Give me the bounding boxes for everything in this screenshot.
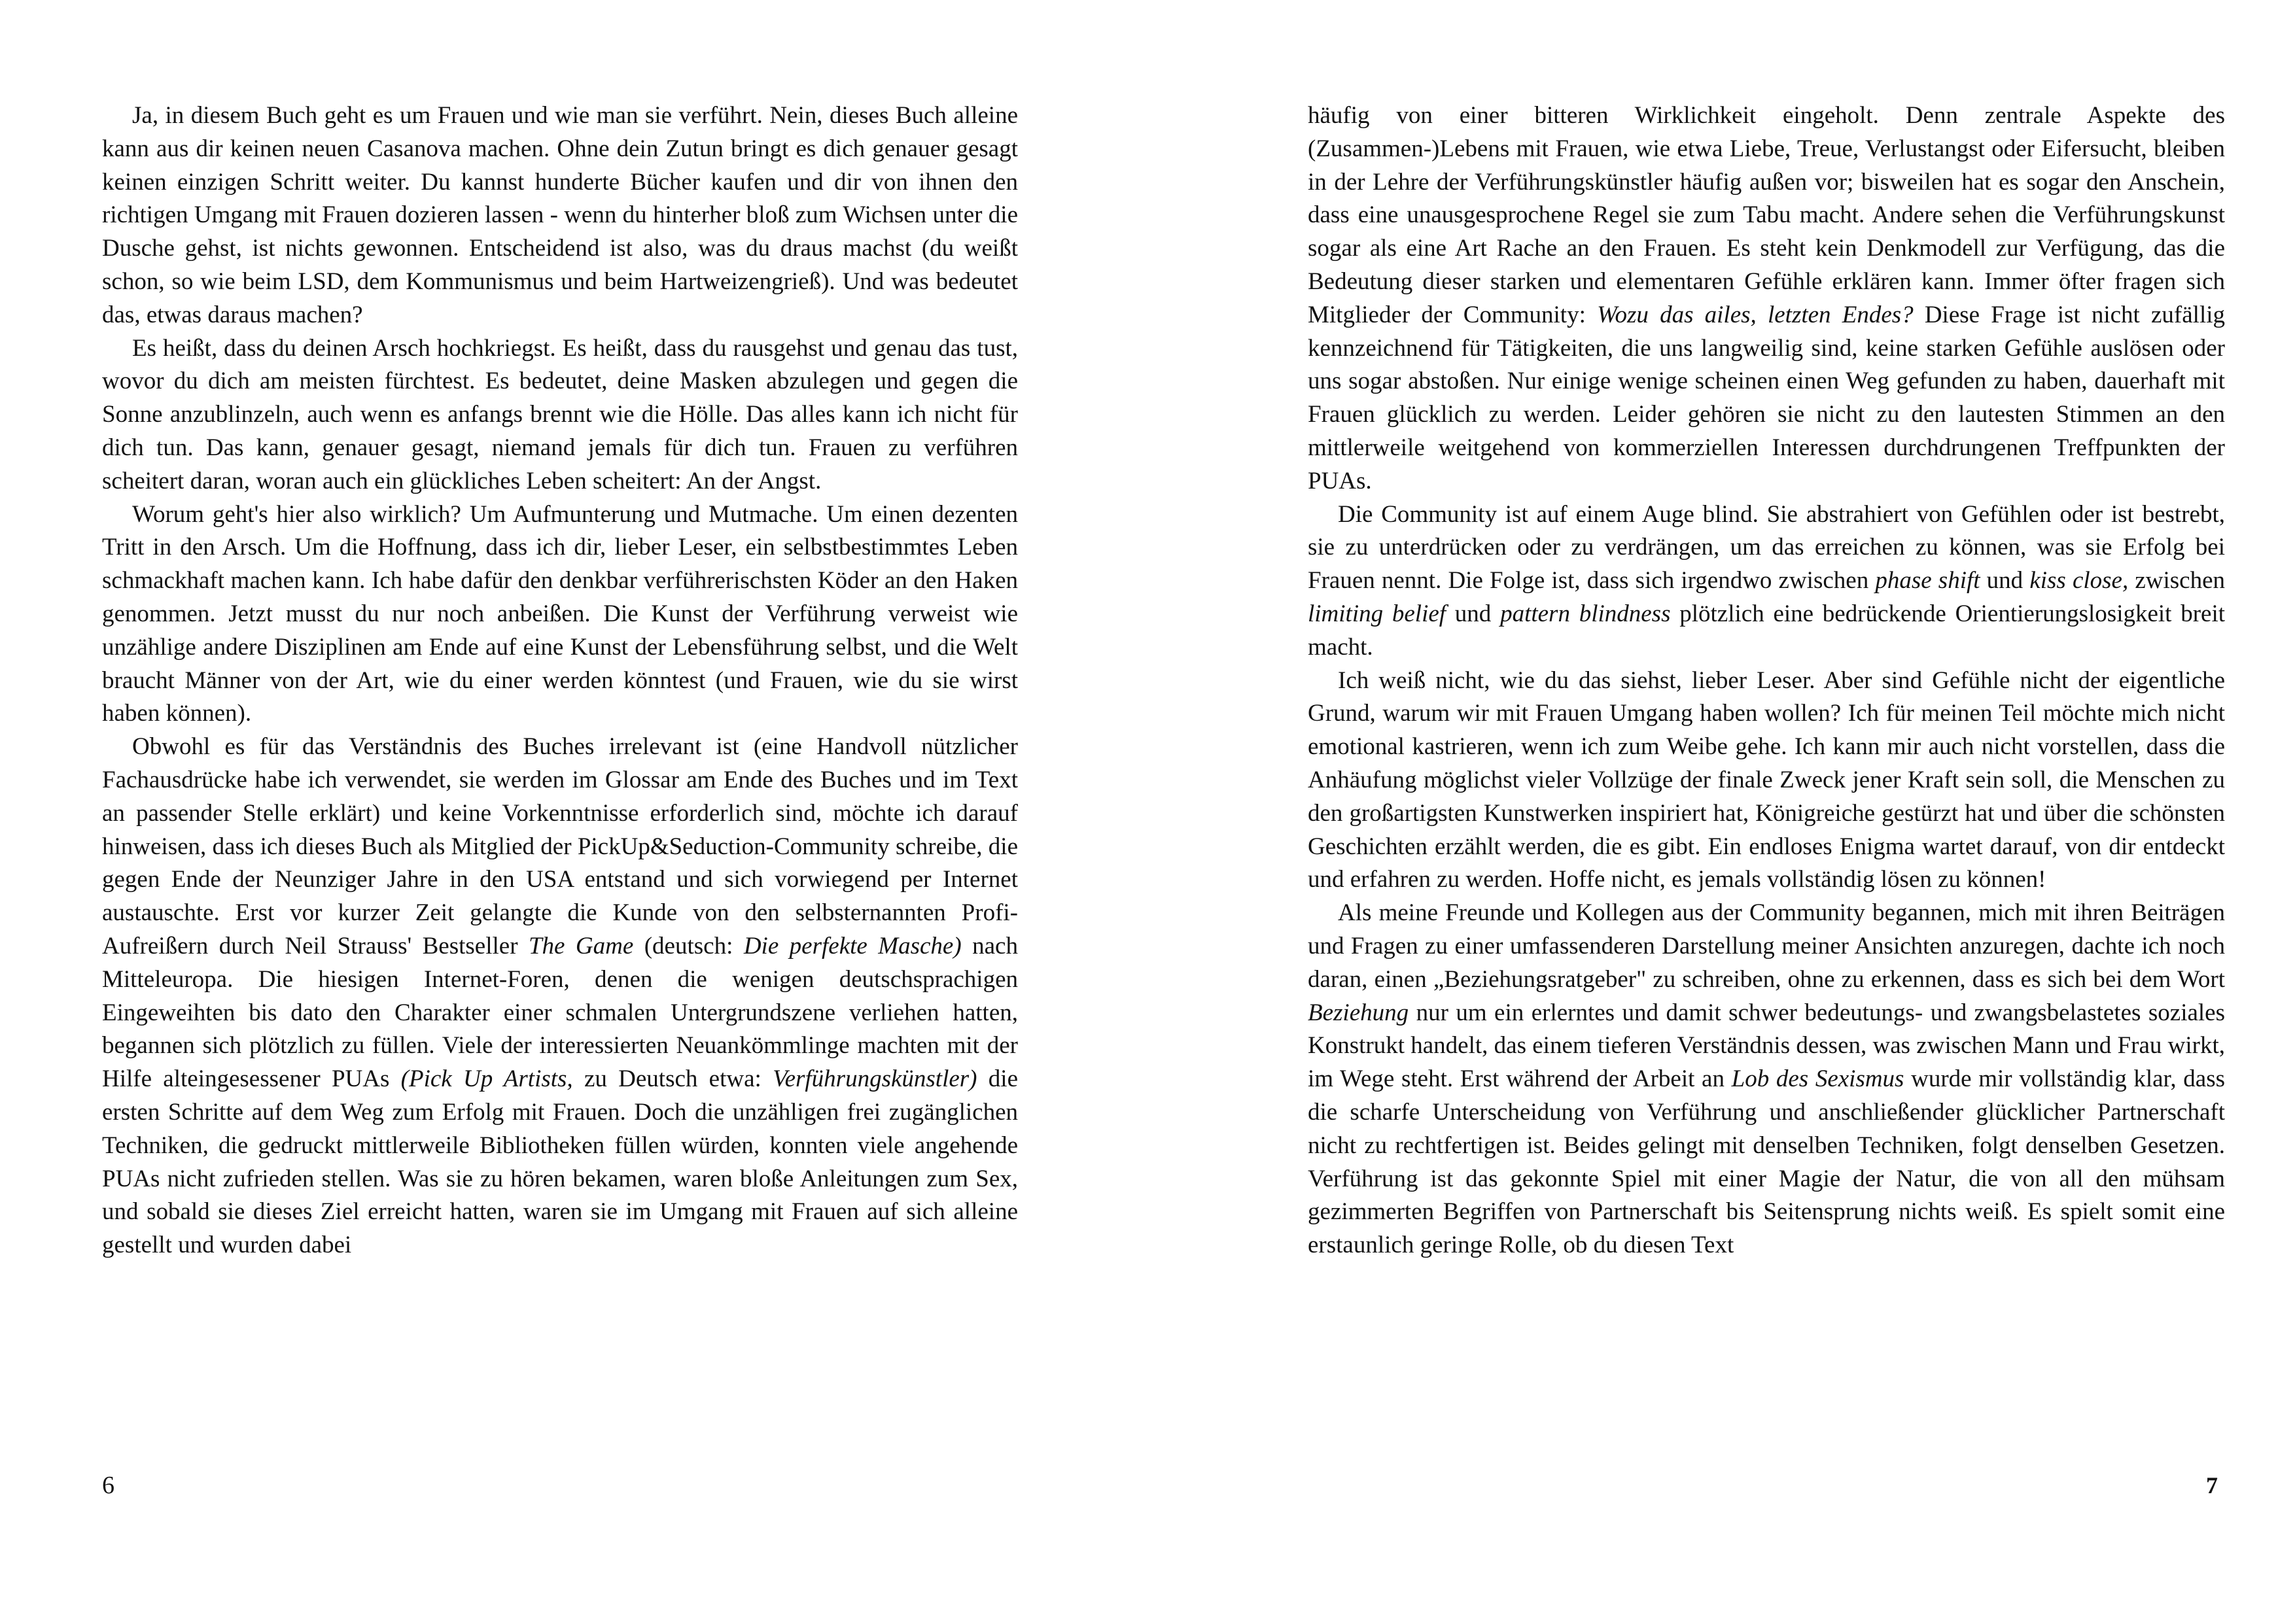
- italic-text-run: limiting belief: [1308, 600, 1446, 627]
- text-run: nach Mitteleuropa. Die hiesigen Internet-Foren, denen die wenigen deutschsprachigen Eingeweihten bis dato den Charakter einer schmalen Untergrundszene verliehen hatten, begannen sich plötzlich zu füllen. Viele der interessierten Neuankömmlinge machten mit der Hilfe alteingesessener PUAs: [102, 932, 1018, 1093]
- paragraph: [102, 731, 1018, 1262]
- text-run: und: [1446, 600, 1501, 627]
- paragraph: [1308, 897, 2225, 1262]
- page-number-left: 6: [102, 1472, 114, 1499]
- paragraph: [1308, 498, 2225, 665]
- italic-text-run: (Pick Up Artists,: [400, 1065, 573, 1093]
- italic-text-run: Wozu das ailes, letzten Endes?: [1597, 301, 1914, 328]
- text-run: Als meine Freunde und Kollegen aus der Community begannen, mich mit ihren Beiträgen und Fragen zu einer umfassenderen Darstellung meiner Ansichten anzuregen, dachte ich noch daran, einen „Beziehungsratgeber" zu schreiben, ohne zu erkennen, dass es sich bei dem Wort: [1308, 899, 2225, 993]
- left-page: [102, 99, 1018, 1262]
- italic-text-run: phase shift: [1875, 567, 1980, 595]
- italic-text-run: Beziehung: [1308, 999, 1409, 1026]
- text-run: Worum geht's hier also wirklich? Um Aufmunterung und Mutmache. Um einen dezenten Tritt in den Arsch. Um die Hoffnung, dass ich dir, lieber Leser, ein selbstbestimmtes Leben schmackhaft machen kann. Ich habe dafür den denkbar verführerischsten Köder an den Haken genommen. Jetzt musst du nur noch anbeißen. Die Kunst der Verführung verweist wie unzählige andere Disziplinen am Ende auf eine Kunst der Lebensführung selbst, und die Welt braucht Männer von der Art, wie du einer werden könntest (und Frauen, wie du sie wirst haben können).: [102, 500, 1018, 727]
- paragraph: [102, 332, 1018, 498]
- text-run: häufig von einer bitteren Wirklichkeit eingeholt. Denn zentrale Aspekte des (Zusammen-)Lebens mit Frauen, wie etwa Liebe, Treue, Verlustangst oder Eifersucht, bleiben in der Lehre der Verführungskünstler häufig außen vor; bisweilen hat es sogar den Anschein, dass eine unausgesprochene Regel sie zum Tabu macht. Andere sehen die Verführungskunst sogar als eine Art Rache an den Frauen. Es steht kein Denkmodell zur Verfügung, das die Bedeutung dieser starken und elementaren Gefühle erklären kann. Immer öfter fragen sich Mitglieder der Community:: [1308, 102, 2225, 328]
- right-page: [1308, 99, 2225, 1262]
- paragraph: [102, 99, 1018, 332]
- page-number-right: 7: [2206, 1472, 2218, 1498]
- italic-text-run: Verführungskünstler): [773, 1065, 977, 1093]
- text-run: Ich weiß nicht, wie du das siehst, lieber Leser. Aber sind Gefühle nicht der eigentliche Grund, warum wir mit Frauen Umgang haben wollen? Ich für meinen Teil möchte mich nicht emotional kastrieren, wenn ich zum Weibe gehe. Ich kann mir auch nicht vorstellen, dass die Anhäufung möglichst vieler Vollzüge der finale Zweck jener Kraft sein soll, die Menschen zu den großartigsten Kunstwerken inspiriert hat, Königreiche gestürzt hat und über die schönsten Geschichten erzählt werden, die es gibt. Ein endloses Enigma wartet darauf, von dir entdeckt und erfahren zu werden. Hoffe nicht, es jemals vollständig lösen zu können!: [1308, 666, 2225, 893]
- text-run: und: [1980, 567, 2030, 595]
- text-run: Die Community ist auf einem Auge blind. Sie abstrahiert von Gefühlen oder ist bestrebt, sie zu unterdrücken oder zu verdrängen, um das erreichen zu können, was sie Erfolg bei Frauen nennt. Die Folge ist, dass sich irgendwo zwischen: [1308, 500, 2225, 595]
- text-run: Ja, in diesem Buch geht es um Frauen und wie man sie verführt. Nein, dieses Buch alleine kann aus dir keinen neuen Casanova machen. Ohne dein Zutun bringt es dich genauer gesagt keinen einzigen Schritt weiter. Du kannst hunderte Bücher kaufen und dir von ihnen den richtigen Umgang mit Frauen dozieren lassen - wenn du hinterher bloß zum Wichsen unter die Dusche gehst, ist nichts gewonnen. Entscheidend ist also, was du draus machst (du weißt schon, so wie beim LSD, dem Kommunismus und beim Hartweizengrieß). Und was bedeutet das, etwas daraus machen?: [102, 102, 1018, 328]
- text-run: (deutsch:: [633, 932, 744, 959]
- text-run: Diese Frage ist nicht zufällig kennzeichnend für Tätigkeiten, die uns langweilig sind, keine starken Gefühle auslösen oder uns sogar abstoßen. Nur einige wenige scheinen einen Weg gefunden zu haben, dauerhaft mit Frauen glücklich zu werden. Leider gehören sie nicht zu den lautesten Stimmen an den mittlerweile weitgehend von kommerziellen Interessen durchdrungenen Treffpunkten der PUAs.: [1308, 301, 2226, 494]
- text-run: wurde mir vollständig klar, dass die scharfe Unterscheidung von Verführung und anschließender glücklicher Partnerschaft nicht zu rechtfertigen ist. Beides gelingt mit denselben Techniken, folgt denselben Gesetzen. Verführung ist das gekonnte Spiel mit einer Magie der Natur, die von all den mühsam gezimmerten Begriffen von Partnerschaft bis Seitensprung nichts weiß. Es spielt somit eine erstaunlich geringe Rolle, ob du diesen Text: [1308, 1065, 2225, 1259]
- text-run: zwischen: [2128, 567, 2226, 595]
- text-run: nur um ein erlerntes und damit schwer bedeutungs- und zwangsbelastetes soziales Konstrukt handelt, das einem tieferen Verständnis dessen, was zwischen Mann und Frau wirkt, im Wege steht. Erst während der Arbeit an: [1308, 999, 2225, 1093]
- italic-text-run: kiss close,: [2029, 567, 2129, 595]
- text-run: Es heißt, dass du deinen Arsch hochkriegst. Es heißt, dass du rausgehst und genau das tust, wovor du dich am meisten fürchtest. Es bedeutet, deine Masken abzulegen und gegen die Sonne anzublinzeln, auch wenn es anfangs brennt wie die Hölle. Das alles kann ich nicht für dich tun. Das kann, genauer gesagt, niemand jemals für dich tun. Frauen zu verführen scheitert daran, woran auch ein glückliches Leben scheitert: An der Angst.: [102, 334, 1018, 494]
- text-run: die ersten Schritte auf dem Weg zum Erfolg mit Frauen. Doch die unzähligen frei zugänglichen Techniken, die gedruckt mittlerweile Bibliotheken füllen würden, konnten viele angehende PUAs nicht zufrieden stellen. Was sie zu hören bekamen, waren bloße Anleitungen zum Sex, und sobald sie dieses Ziel erreicht hatten, waren sie im Umgang mit Frauen auf sich alleine gestellt und wurden dabei: [102, 1065, 1018, 1259]
- italic-text-run: pattern blindness: [1500, 600, 1671, 627]
- italic-text-run: Die perfekte Masche): [743, 932, 962, 959]
- text-run: plötzlich eine bedrückende Orientierungslosigkeit breit macht.: [1308, 600, 2226, 661]
- text-run: Obwohl es für das Verständnis des Buches irrelevant ist (eine Handvoll nützlicher Fachausdrücke habe ich verwendet, sie werden im Glossar am Ende des Buches und im Text an passender Stelle erklärt) und keine Vorkenntnisse erforderlich sind, möchte ich darauf hinweisen, dass ich dieses Buch als Mitglied der PickUp&Seduction-Community schreibe, die gegen Ende der Neunziger Jahre in den USA entstand und sich vorwiegend per Internet austauschte. Erst vor kurzer Zeit gelangte die Kunde von den selbsternannten Profi-Aufreißern durch Neil Strauss' Bestseller: [102, 733, 1018, 959]
- text-run: zu Deutsch etwa:: [572, 1065, 773, 1093]
- italic-text-run: Lob des Sexismus: [1731, 1065, 1904, 1093]
- paragraph: [102, 498, 1018, 731]
- paragraph: [1308, 665, 2225, 897]
- italic-text-run: The Game: [528, 932, 634, 959]
- paragraph: [1308, 99, 2225, 498]
